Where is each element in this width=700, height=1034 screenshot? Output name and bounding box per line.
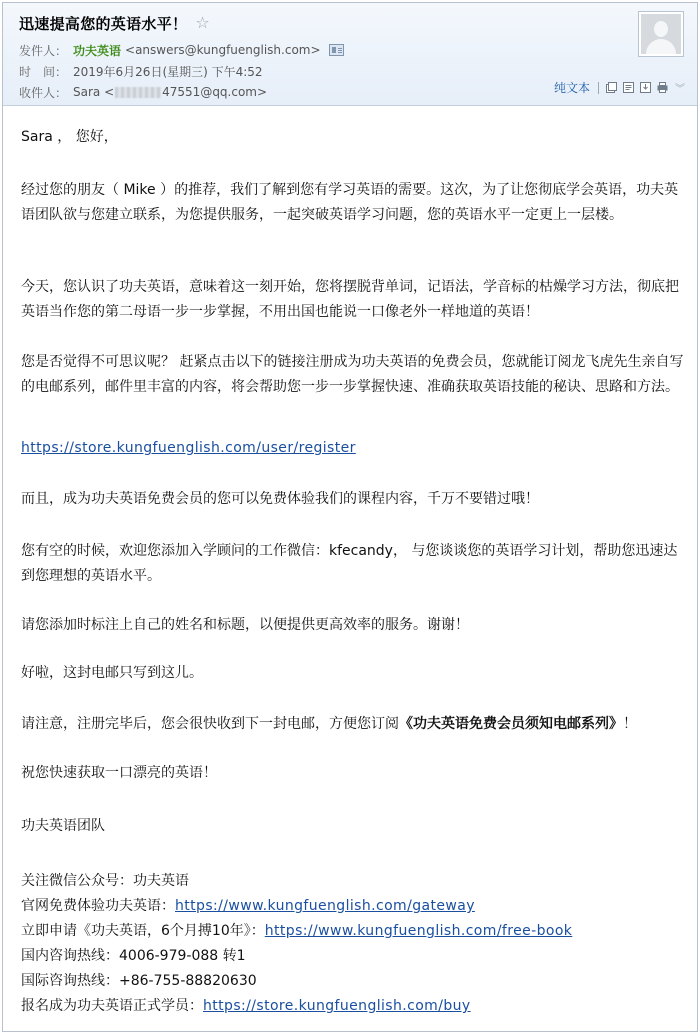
paragraph-6: 请您添加时标注上自己的姓名和标题，以便提供更高效率的服务。谢谢！ xyxy=(21,617,469,633)
buy-link[interactable]: https://store.kungfuenglish.com/buy xyxy=(203,998,471,1014)
domestic-label: 国内咨询热线： xyxy=(21,948,119,964)
plain-text-button[interactable]: 纯文本 xyxy=(553,81,590,95)
paragraph-5: 您有空的时候，欢迎您添加入学顾问的工作微信：kfecandy， 与您谈谈您的英语学习计划，帮助您迅速达到您理想的英语水平。 xyxy=(21,543,678,584)
download-icon[interactable] xyxy=(639,81,652,94)
email-toolbar xyxy=(554,79,685,96)
sender-email[interactable]: <answers@kungfuenglish.com> xyxy=(125,43,321,57)
buy-label: 报名成为功夫英语正式学员： xyxy=(21,998,203,1014)
sender-label: 发件人： xyxy=(19,43,68,58)
sender-avatar[interactable] xyxy=(638,11,684,57)
notes-icon[interactable] xyxy=(622,81,635,94)
freebook-link[interactable]: https://www.kungfuenglish.com/free-book xyxy=(264,923,573,939)
domestic-number: 4006-979-088 转1 xyxy=(119,948,246,964)
footer-gateway-line xyxy=(21,894,685,919)
recipient-row xyxy=(19,83,267,101)
footer-wechat: 关注微信公众号：功夫英语 xyxy=(21,873,189,889)
subject-row xyxy=(19,12,210,34)
new-window-icon[interactable] xyxy=(605,81,618,94)
register-link-line xyxy=(21,436,685,461)
star-icon[interactable]: ☆ xyxy=(195,13,210,32)
intl-number: +86-755-88820630 xyxy=(119,973,257,989)
recipient-suffix: 47551@qq.com> xyxy=(162,85,268,99)
register-link[interactable]: https://store.kungfuenglish.com/user/register xyxy=(21,440,356,456)
default-avatar-icon xyxy=(641,14,681,54)
email-subject: 迅速提高您的英语水平！ xyxy=(19,14,188,33)
time-label: 时 间： xyxy=(19,64,68,79)
footer-buy-line xyxy=(21,994,685,1019)
footer-freebook-line xyxy=(21,919,685,944)
series-title: 《功夫英语免费会员须知电邮系列》 xyxy=(399,716,623,732)
paragraph-1: 经过您的朋友（ Mike ）的推荐，我们了解到您有学习英语的需要。这次，为了让您彻底学会英语，功夫英语团队欲与您建立联系，为您提供服务，一起突破英语学习问题，您的英语水平一定更上一层楼。 xyxy=(21,182,679,223)
time-row xyxy=(19,62,263,80)
paragraph-3: 您是否觉得不可思议呢？ 赶紧点击以下的链接注册成为功夫英语的免费会员，您就能订阅龙飞虎先生亲自写的电邮系列，邮件里丰富的内容，将会帮助您一步一步掌握快速、准确获取英语技能的秘诀、思路和方法。 xyxy=(21,354,684,395)
freebook-label: 立即申请《功夫英语，6个月搏10年》： xyxy=(21,923,265,939)
toolbar-divider xyxy=(598,82,599,94)
recipient-prefix: Sara < xyxy=(73,85,115,99)
contact-card-icon[interactable] xyxy=(329,44,344,56)
footer-domestic-line xyxy=(21,944,685,969)
paragraph-4: 而且，成为功夫英语免费会员的您可以免费体验我们的课程内容，千万不要错过哦！ xyxy=(21,491,539,507)
intl-label: 国际咨询热线： xyxy=(21,973,119,989)
gateway-label: 官网免费体验功夫英语： xyxy=(21,898,175,914)
gateway-link[interactable]: https://www.kungfuenglish.com/gateway xyxy=(175,898,475,914)
redacted-mask xyxy=(115,87,161,98)
footer-intl-line xyxy=(21,969,685,994)
paragraph-8 xyxy=(21,712,685,737)
email-reading-pane xyxy=(2,2,698,1032)
paragraph-8-text: 请注意，注册完毕后，您会很快收到下一封电邮，方便您订阅 xyxy=(21,716,399,732)
sender-row xyxy=(19,41,344,59)
paragraph-8-end: ！ xyxy=(623,716,637,732)
recipient-label: 收件人： xyxy=(19,85,68,100)
time-value: 2019年6月26日(星期三) 下午4:52 xyxy=(73,64,263,79)
paragraph-7: 好啦，这封电邮只写到这儿。 xyxy=(21,665,203,681)
print-icon[interactable] xyxy=(656,81,669,94)
paragraph-2: 今天，您认识了功夫英语，意味着这一刻开始，您将摆脱背单词，记语法，学音标的枯燥学习方法，彻底把英语当作您的第二母语一步一步掌握，不用出国也能说一口像老外一样地道的英语！ xyxy=(21,279,679,320)
paragraph-9: 祝您快速获取一口漂亮的英语！ xyxy=(21,765,217,781)
sender-name[interactable]: 功夫英语 xyxy=(73,43,122,58)
greeting: Sara ， 您好， xyxy=(21,129,118,145)
chevron-down-icon[interactable]: ︾ xyxy=(675,84,685,95)
email-header xyxy=(3,3,697,106)
signature: 功夫英语团队 xyxy=(21,818,105,834)
